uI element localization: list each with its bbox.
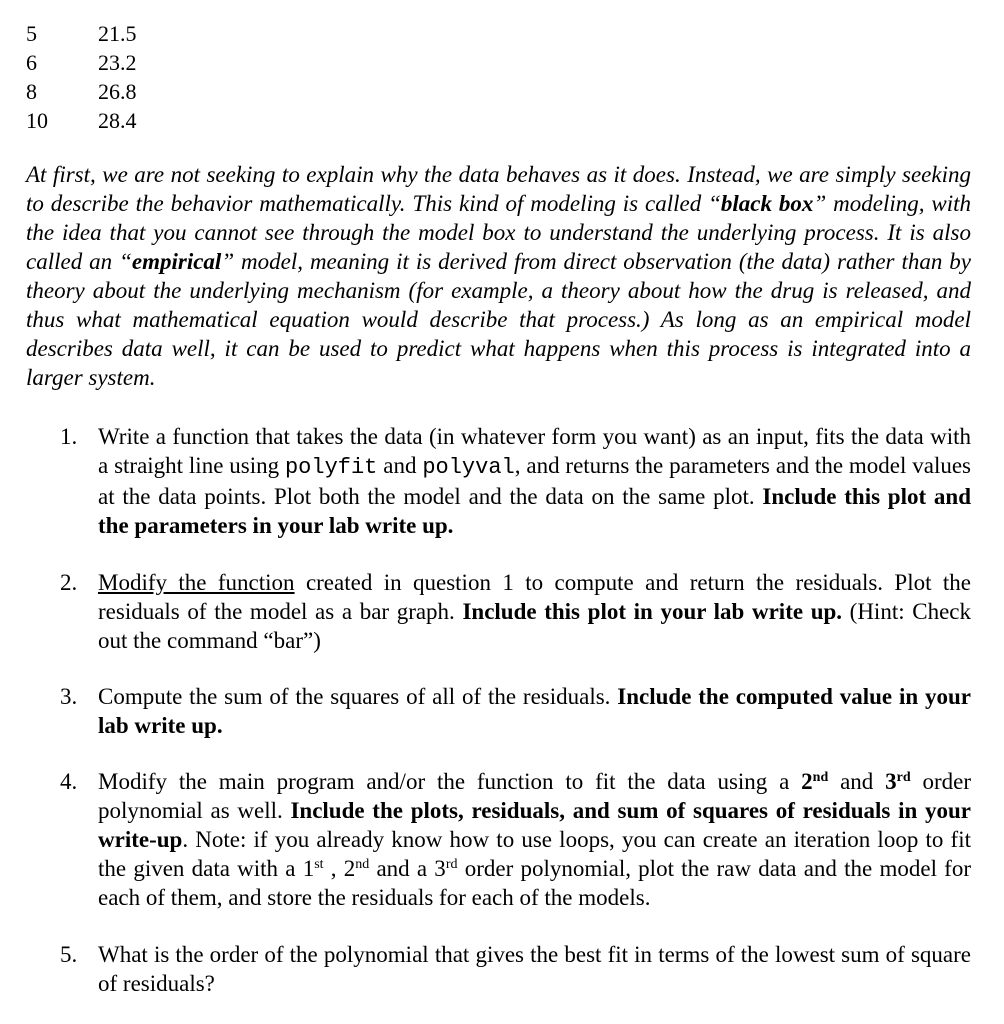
question-text: created in question 1 to compute and return the residuals. Plot the residuals of the model as a bar graph. [98,570,972,624]
code-polyval: polyval [422,455,515,480]
table-row [26,48,137,77]
black-box-term: black box [720,191,814,216]
table-row [26,19,137,48]
question-3 [26,682,971,740]
question-emphasis: Include this plot in your lab write up. [462,599,843,624]
question-number: 1. [60,424,78,449]
ordinal-number: 3 [885,769,897,794]
question-4 [26,767,971,912]
question-emphasis: Include this plot and the parameters in your lab write up. [98,484,971,538]
question-text: and [828,769,886,794]
value-cell: 23.2 [98,50,137,75]
question-text: Modify the main program and/or the function to fit the data using a [98,769,802,794]
question-text: and [377,453,423,478]
question-2 [26,568,971,655]
question-number: 3. [60,684,78,709]
question-list [26,422,971,998]
ordinal-suffix: nd [812,770,829,785]
question-1 [26,422,971,540]
time-cell: 5 [26,21,37,46]
question-emphasis: Include the computed value in your lab write up. [98,684,971,738]
question-number: 4. [60,769,78,794]
question-text: , 2 [323,856,356,881]
value-cell: 26.8 [98,79,137,104]
question-text: (Hint: Check out the command “bar”) [98,599,972,653]
intro-text: At first, we are not seeking to explain why the data behaves as it does. Instead, we are simply seeking to describe the behavior mathematically. This kind of modeling is called “ [26,162,971,216]
question-text: order polynomial, plot the raw data and the model for each of them, and store the residuals for each of the models. [98,856,971,910]
question-number: 2. [60,570,78,595]
underlined-phrase: Modify the function [98,570,295,595]
ordinal-suffix: nd [355,857,370,872]
question-text: Compute the sum of the squares of all of the residuals. [98,684,618,709]
order-3rd [885,769,911,794]
time-cell: 10 [26,108,48,133]
code-polyfit: polyfit [284,455,378,480]
table-row [26,77,137,106]
value-cell: 28.4 [98,108,137,133]
intro-paragraph [26,160,971,392]
question-text: , and returns the parameters and the model values at the data points. Plot both the model and the data on the same plot. [98,453,971,509]
question-5 [26,940,971,998]
time-cell: 6 [26,50,37,75]
question-number: 5. [60,942,78,967]
intro-text: ” modeling, with the idea that you cannot see through the model box to understand the underlying process. It is also called an “ [26,191,972,274]
ordinal-suffix: rd [445,857,458,872]
ordinal-suffix: st [314,857,324,872]
order-2nd [801,769,828,794]
question-text: Write a function that takes the data (in whatever form you want) as an input, fits the data with a straight line using [98,424,971,478]
data-table [26,19,137,135]
table-row [26,106,137,135]
value-cell: 21.5 [98,21,137,46]
time-cell: 8 [26,79,37,104]
question-emphasis: Include the plots, residuals, and sum of squares of residuals in your write-up [98,798,971,852]
ordinal-number: 2 [801,769,813,794]
empirical-term: empirical [131,249,222,274]
ordinal-suffix: rd [896,770,911,785]
question-text: . Note: if you already know how to use loops, you can create an iteration loop to fit the given data with a 1 [98,827,971,881]
question-text: and a 3 [369,856,446,881]
intro-text: ” model, meaning it is derived from direct observation (the data) rather than by theory about the underlying mechanism (for example, a theory about how the drug is released, and thus what mathematical equation would describe that process.) As long as an empirical model describes data well, it can be used to predict what happens when this process is integrated into a larger system. [26,249,971,390]
question-text: What is the order of the polynomial that gives the best fit in terms of the lowest sum of square of residuals? [98,942,971,996]
question-text: order polynomial as well. [98,769,972,823]
